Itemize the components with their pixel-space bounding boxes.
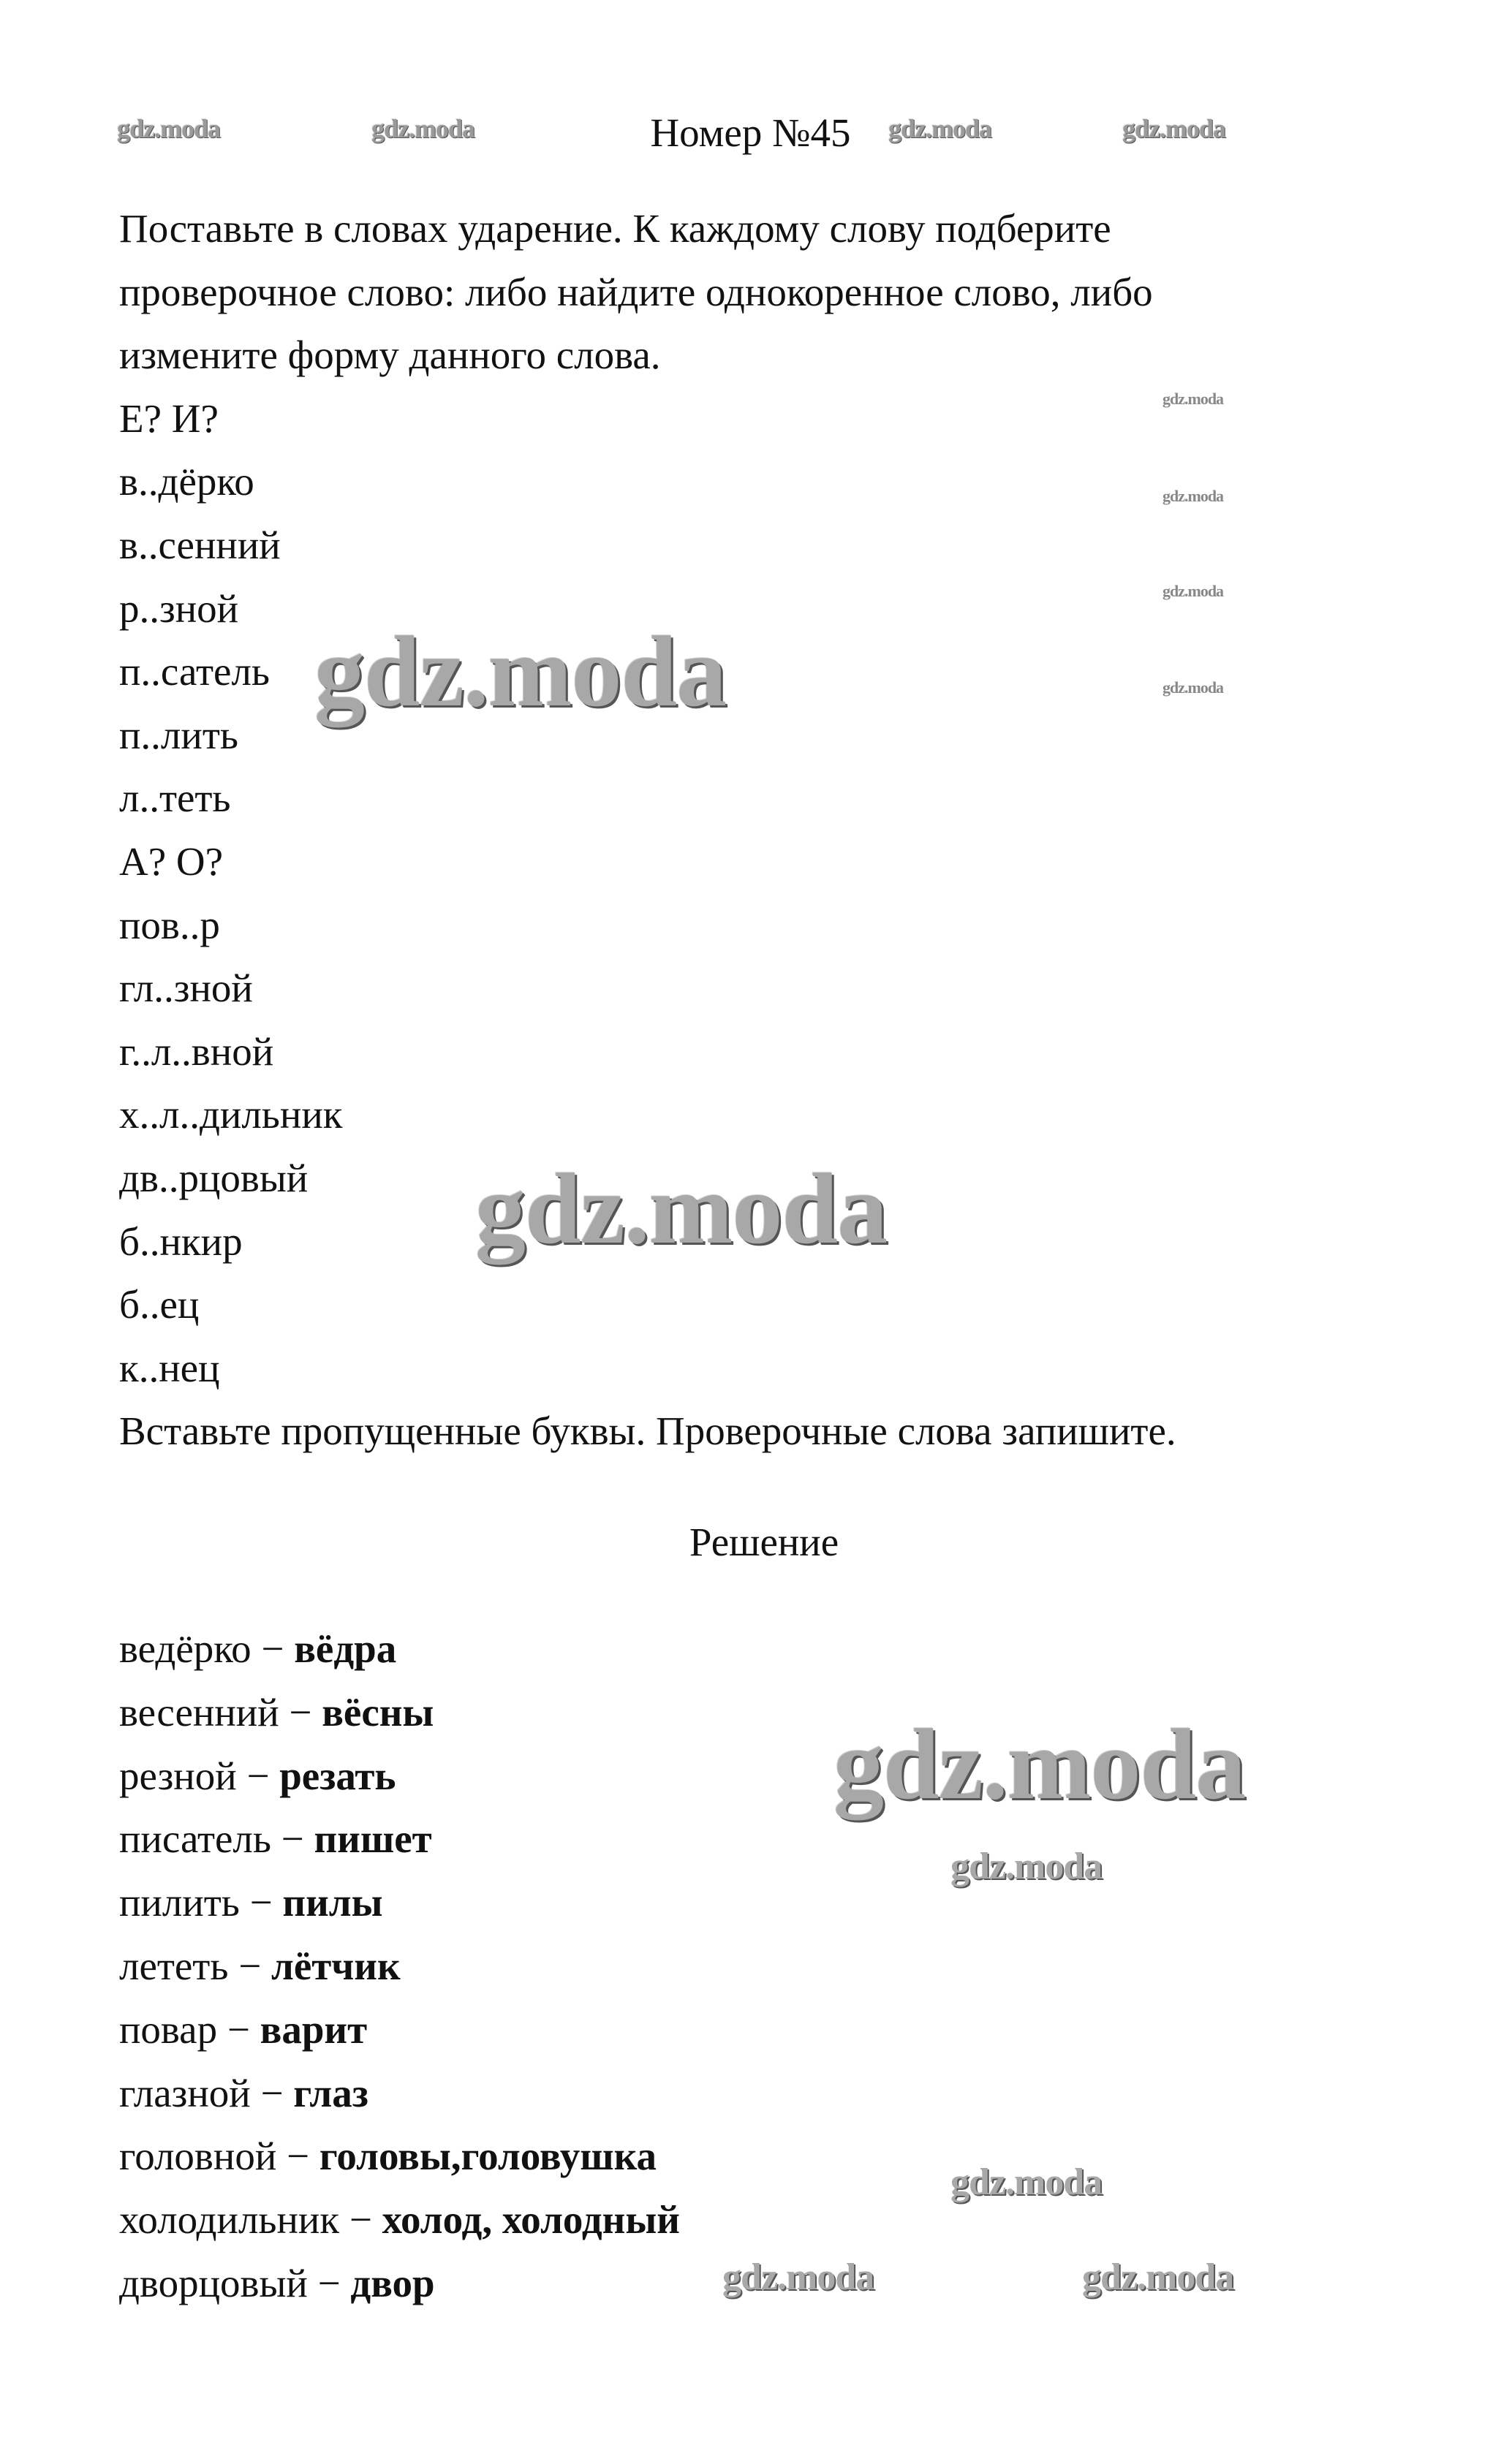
dash: −: [228, 1944, 271, 1988]
page-title: Номер №45: [650, 110, 851, 155]
solution-item: [119, 2263, 435, 2303]
task-line: Вставьте пропущенные буквы. Проверочные слова запишите.: [119, 1409, 1176, 1454]
watermark-logo: gdz.moda: [1162, 582, 1224, 600]
word: повар: [119, 2006, 218, 2052]
solution-item: [119, 1880, 383, 1925]
check-word: холод, холодный: [382, 2197, 680, 2243]
check-word: вёдра: [294, 1626, 397, 1671]
dash: −: [236, 1753, 280, 1798]
watermark-logo: gdz.moda: [888, 114, 992, 143]
task-line: Поставьте в словах ударение. К каждому слову подберите: [119, 206, 1111, 251]
word: ведёрко: [119, 1626, 252, 1671]
solution-item: [119, 2197, 680, 2243]
task-line: Е? И?: [119, 395, 219, 441]
watermark-logo: gdz.moda: [371, 114, 475, 143]
task-line: к..нец: [119, 1345, 220, 1390]
check-word: лётчик: [271, 1944, 401, 1988]
dash: −: [276, 2134, 320, 2179]
dash: −: [251, 1626, 295, 1671]
check-word: головы,головушка: [319, 2134, 657, 2179]
check-word: пишет: [314, 1816, 432, 1862]
dash: −: [339, 2197, 382, 2243]
task-line: х..л..дильник: [119, 1092, 343, 1137]
dash: −: [279, 1689, 322, 1735]
watermark-logo: gdz.moda: [833, 1708, 1246, 1820]
watermark-logo: gdz.moda: [950, 1846, 1103, 1887]
solution-item: [119, 2070, 368, 2115]
task-line: дв..рцовый: [119, 1156, 309, 1200]
dash: −: [271, 1816, 314, 1862]
task-line: А? О?: [119, 839, 224, 884]
solution-item: [119, 1816, 432, 1862]
task-line: б..нкир: [119, 1218, 243, 1264]
watermark-logo: gdz.moda: [1162, 678, 1224, 697]
task-line: п..лить: [119, 712, 238, 757]
task-line: в..сенний: [119, 523, 281, 567]
watermark-logo: gdz.moda: [1162, 487, 1224, 505]
word: лететь: [119, 1944, 229, 1988]
dash: −: [307, 2261, 351, 2305]
watermark-logo: gdz.moda: [950, 2161, 1103, 2203]
check-word: резать: [279, 1753, 396, 1798]
check-word: вёсны: [322, 1689, 434, 1735]
watermark-logo: gdz.moda: [1122, 114, 1226, 143]
task-line: измените форму данного слова.: [119, 333, 661, 378]
watermark-logo: gdz.moda: [117, 114, 221, 143]
task-line: л..теть: [119, 776, 231, 821]
solution-item: [119, 1753, 396, 1798]
task-line: пов..р: [119, 902, 220, 947]
check-word: варит: [260, 2006, 368, 2052]
word: головной: [119, 2134, 277, 2179]
word: дворцовый: [119, 2261, 308, 2305]
dash: −: [239, 1880, 283, 1925]
check-word: глаз: [293, 2070, 368, 2115]
task-line: п..сатель: [119, 649, 270, 694]
word: холодильник: [119, 2197, 340, 2243]
solution-heading: Решение: [689, 1520, 839, 1564]
word: пилить: [119, 1880, 240, 1925]
word: глазной: [119, 2070, 251, 2115]
watermark-logo: gdz.moda: [314, 615, 727, 727]
word: резной: [119, 1753, 237, 1798]
word: весенний: [119, 1689, 279, 1735]
watermark-logo: gdz.moda: [1162, 390, 1224, 408]
solution-item: [119, 2134, 657, 2179]
check-word: двор: [350, 2261, 435, 2305]
watermark-logo: gdz.moda: [722, 2256, 874, 2298]
task-line: проверочное слово: либо найдите однокоренное слово, либо: [119, 269, 1153, 314]
task-line: в..дёрко: [119, 459, 254, 504]
check-word: пилы: [282, 1880, 383, 1925]
task-line: р..зной: [119, 585, 239, 631]
solution-item: [119, 1626, 397, 1671]
word: писатель: [119, 1816, 271, 1862]
dash: −: [250, 2070, 294, 2115]
task-line: б..ец: [119, 1282, 200, 1327]
watermark-logo: gdz.moda: [475, 1153, 888, 1265]
solution-item: [119, 1946, 401, 1986]
task-line: гл..зной: [119, 966, 253, 1011]
dash: −: [217, 2006, 260, 2052]
watermark-logo: gdz.moda: [1082, 2256, 1234, 2298]
solution-item: [119, 2006, 368, 2052]
solution-item: [119, 1689, 434, 1735]
task-line: г..л..вной: [119, 1028, 274, 1074]
